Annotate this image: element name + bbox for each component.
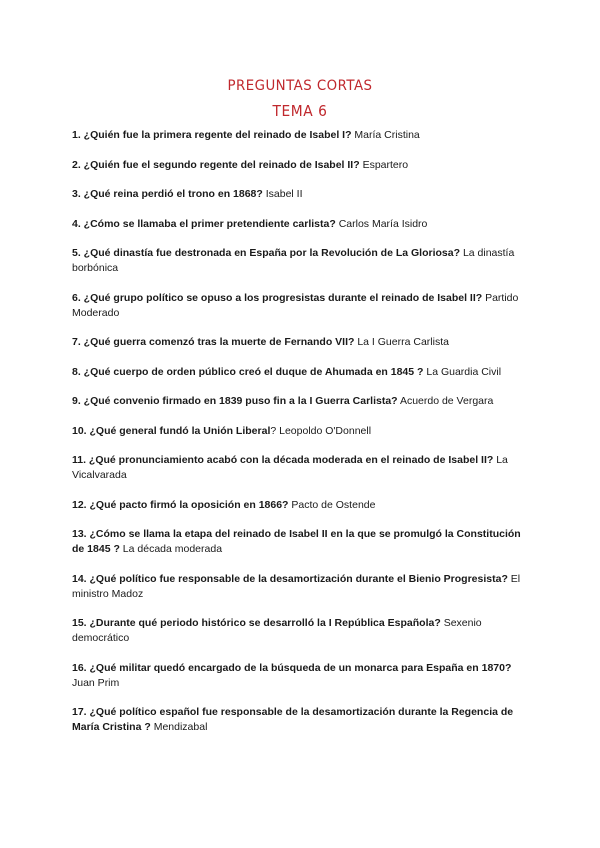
question-text: 15. ¿Durante qué periodo histórico se desarrolló la I República Española?: [72, 617, 441, 629]
answer-text: Pacto de Ostende: [291, 498, 376, 511]
question-text: 12. ¿Qué pacto firmó la oposición en 1866?: [72, 498, 289, 511]
question-text: 5. ¿Qué dinastía fue destronada en España por la Revolución de La Gloriosa?: [72, 247, 461, 259]
question-text: 16. ¿Qué militar quedó encargado de la búsqueda de un monarca para España en 1870?: [72, 661, 512, 674]
question-text: 7. ¿Qué guerra comenzó tras la muerte de Fernando VII?: [72, 336, 355, 348]
document-subtitle: TEMA 6: [272, 102, 328, 120]
question-text: 9. ¿Qué convenio firmado en 1839 puso fin a la I Guerra Carlista?: [72, 395, 398, 407]
question-text: 17. ¿Qué político español fue responsable de la desamortización durante la Regencia de María Cristina ?: [72, 706, 514, 733]
answer-text: La década moderada: [122, 543, 223, 555]
answer-text: Espartero: [362, 158, 409, 171]
answer-text: La I Guerra Carlista: [357, 336, 449, 348]
answer-text: Acuerdo de Vergara: [399, 395, 494, 407]
answer-text: ? Leopoldo O'Donnell: [270, 424, 372, 437]
question-item: [72, 394, 532, 409]
answer-text: La dinastía borbónica: [72, 247, 515, 274]
question-item: [72, 158, 532, 173]
question-text: 10. ¿Qué general fundó la Unión Liberal: [72, 424, 271, 437]
question-item: [72, 291, 532, 321]
answer-text: La Guardia Civil: [426, 365, 502, 378]
answer-text: Carlos María Isidro: [338, 217, 428, 230]
question-text: 11. ¿Qué pronunciamiento acabó con la década moderada en el reinado de Isabel II?: [72, 454, 494, 466]
question-text: 1. ¿Quién fue la primera regente del reinado de Isabel I?: [72, 129, 352, 141]
question-item: [72, 527, 532, 557]
question-item: [72, 128, 532, 143]
question-item: [72, 661, 532, 691]
question-text: 6. ¿Qué grupo político se opuso a los progresistas durante el reinado de Isabel II?: [72, 291, 483, 304]
answer-text: Sexenio democrático: [72, 617, 482, 644]
question-item: [72, 246, 532, 276]
question-item: [72, 335, 532, 350]
question-text: 3. ¿Qué reina perdió el trono en 1868?: [72, 188, 263, 200]
question-item: [72, 572, 532, 602]
question-text: 2. ¿Quién fue el segundo regente del reinado de Isabel II?: [72, 158, 360, 171]
document-title: PREGUNTAS CORTAS: [227, 78, 373, 94]
document-header: [0, 76, 600, 121]
question-text: 4. ¿Cómo se llamaba el primer pretendiente carlista?: [72, 217, 336, 230]
answer-text: Partido Moderado: [72, 291, 519, 319]
answer-text: María Cristina: [354, 129, 420, 141]
question-text: 8. ¿Qué cuerpo de orden público creó el duque de Ahumada en 1845 ?: [72, 365, 424, 378]
answer-text: Mendizabal: [153, 721, 208, 733]
question-item: [72, 424, 532, 439]
question-item: [72, 616, 532, 646]
question-item: [72, 498, 532, 513]
question-list: [72, 128, 532, 750]
question-item: [72, 217, 532, 232]
question-text: 13. ¿Cómo se llama la etapa del reinado de Isabel II en la que se promulgó la Constitución de 1845 ?: [72, 528, 521, 555]
answer-text: La Vicalvarada: [72, 454, 508, 481]
question-item: [72, 453, 532, 483]
question-item: [72, 365, 532, 380]
question-item: [72, 187, 532, 202]
question-item: [72, 705, 532, 735]
answer-text: Juan Prim: [72, 676, 120, 689]
answer-text: Isabel II: [265, 188, 303, 200]
question-text: 14. ¿Qué político fue responsable de la desamortización durante el Bienio Progresista?: [72, 572, 508, 585]
answer-text: El ministro Madoz: [72, 572, 521, 600]
